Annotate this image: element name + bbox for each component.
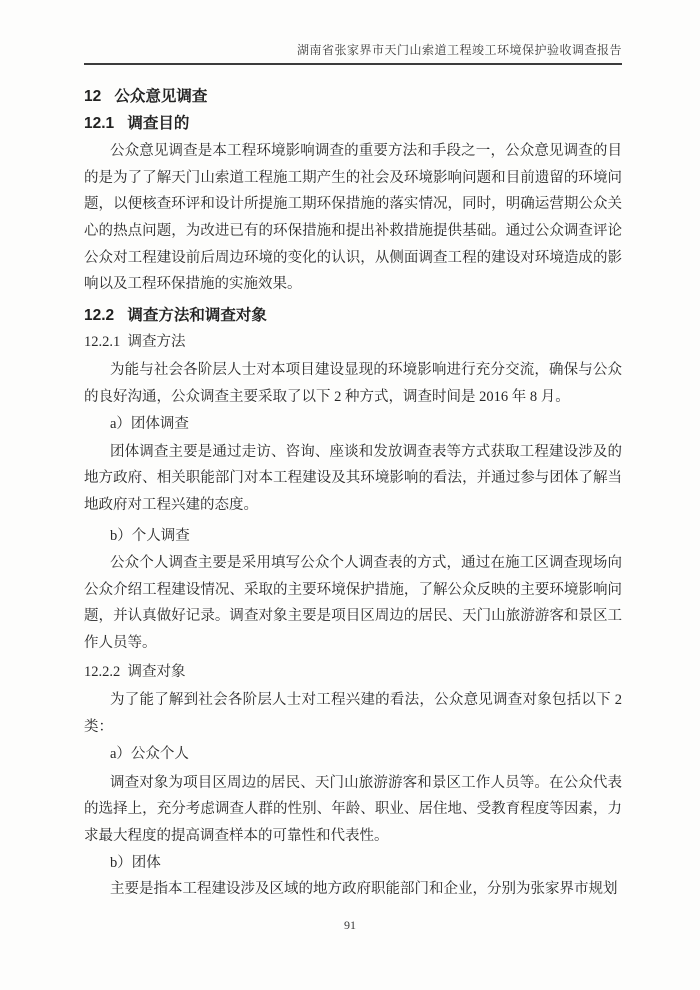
heading-subsection-12-2-1 — [84, 329, 622, 356]
paragraph-survey-purpose: 公众意见调查是本工程环境影响调查的重要方法和手段之一，公众意见调查的目的是为了了解天门山索道工程施工期产生的社会及环境影响问题和目前遗留的环境问题，以便核查环评和设计所提施工期环保措施的落实情况，同时，明确运营期公众关心的热点问题，为改进已有的环保措施和提出补救措施提供基础。通过公众调查评论公众对工程建设前后周边环境的变化的认识，从侧面调查工程的建设对环境造成的影响以及工程环保措施的实施效果。 — [84, 143, 622, 293]
heading-section-12-2 — [84, 303, 622, 330]
heading-section-number: 12.2 — [84, 306, 115, 324]
list-item-label-group-survey: a）团体调查 — [110, 416, 189, 433]
page-content — [84, 67, 622, 903]
heading-subsection-12-2-2 — [84, 659, 622, 686]
heading-section-title: 调查目的 — [127, 114, 190, 132]
heading-chapter-title: 公众意见调查 — [114, 88, 208, 105]
running-header-title: 湖南省张家界市天门山索道工程竣工环境保护验收调查报告 — [296, 43, 622, 57]
heading-chapter-12 — [84, 84, 622, 111]
heading-subsection-number: 12.2.2 — [84, 664, 121, 681]
page-number: 91 — [344, 918, 356, 932]
heading-subsection-title: 调查对象 — [127, 664, 186, 681]
heading-subsection-title: 调查方法 — [127, 334, 186, 351]
paragraph-organization: 主要是指本工程建设涉及区域的地方政府职能部门和企业，分别为张家界市规划 — [110, 881, 618, 898]
running-header — [84, 43, 622, 65]
list-item-label-public-individual: a）公众个人 — [110, 746, 189, 763]
heading-section-12-1 — [84, 111, 622, 138]
list-item-label-individual-survey: b）个人调查 — [110, 527, 190, 544]
paragraph-individual-survey: 公众个人调查主要是采用填写公众个人调查表的方式，通过在施工区调查现场向公众介绍工程建设情况、采取的主要环境保护措施，了解公众反映的主要环境影响问题，并认真做好记录。调查对象主要是项目区周边的居民、天门山旅游游客和景区工作人员等。 — [84, 555, 622, 651]
paragraph-group-survey: 团体调查主要是通过走访、咨询、座谈和发放调查表等方式获取工程建设涉及的地方政府、相关职能部门对本工程建设及其环境影响的看法，并通过参与团体了解当地政府对工程兴建的态度。 — [84, 443, 622, 513]
heading-section-number: 12.1 — [84, 114, 115, 132]
paragraph-object-intro: 为了能了解到社会各阶层人士对工程兴建的看法，公众意见调查对象包括以下 2 类： — [84, 692, 622, 735]
heading-subsection-number: 12.2.1 — [84, 334, 121, 351]
paragraph-method-intro: 为能与社会各阶层人士对本项目建设显现的环境影响进行充分交流，确保与公众的良好沟通，公众调查主要采取了以下 2 种方式，调查时间是 2016 年 8 月。 — [84, 361, 622, 405]
list-item-label-organization: b）团体 — [110, 854, 161, 871]
paragraph-public-individual: 调查对象为项目区周边的居民、天门山旅游游客和景区工作人员等。在公众代表的选择上，充分考虑调查人群的性别、年龄、职业、居住地、受教育程度等因素，力求最大程度的提高调查样本的可靠性和代表性。 — [84, 774, 622, 845]
heading-section-title: 调查方法和调查对象 — [127, 306, 267, 324]
heading-chapter-number: 12 — [84, 88, 102, 105]
